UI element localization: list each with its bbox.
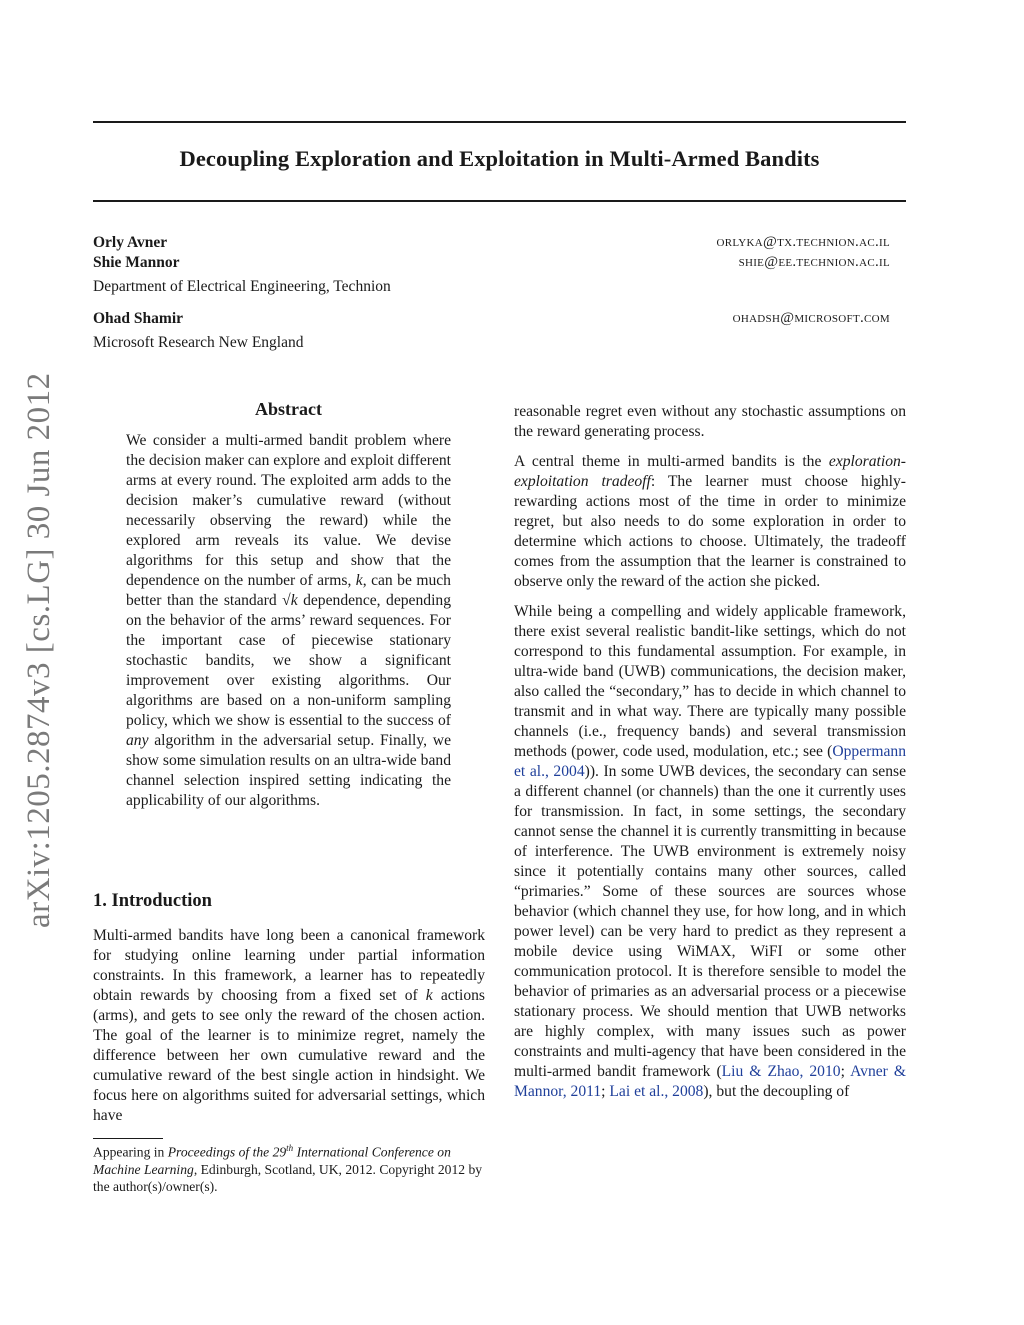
abstract-body: We consider a multi-armed bandit problem where the decision maker can explore and exploit different arms at every round. The exploited arm adds to the decision maker’s cumulative reward (without necessarily observing the reward) while the explored arm reveals its value. We devise algorithms for this setup and show that the dependence on the number of arms, k, can be much better than the standard √k dependence, depending on the behavior of the arms’ reward sequences. For the important case of piecewise stationary stochastic bandits, we show a significant improvement over existing algorithms. Our algorithms are based on a non-uniform sampling policy, which we show is essential to the success of any algorithm in the adversarial setup. Finally, we show some simulation results on an ultra-wide band channel selection inspired setting indicating the applicability of our algorithms. [126,432,452,809]
title-top-rule [93,121,906,123]
citation-link[interactable]: Avner & Mannor, 2011 [514,1063,907,1100]
author-row [93,310,890,332]
intro-paragraph: Multi-armed bandits have long been a canonical framework for studying online learning under partial information constraints. In this framework, a learner has to repeatedly obtain rewards by choosing from a fixed set of k actions (arms), and gets to see only the reward of the chosen action. The goal of the learner is to minimize regret, namely the difference between her own cumulative reward and the cumulative reward of the best single action in hindsight. We focus here on algorithms suited for adversarial settings, which have [93,927,485,1124]
paragraph: reasonable regret even without any stochastic assumptions on the reward generating process. [514,403,906,440]
author-name: Shie Mannor [93,254,180,271]
abstract-heading: Abstract [255,399,322,419]
author-email[interactable]: shie@ee.technion.ac.il [738,254,890,270]
citation-link[interactable]: Liu & Zhao, 2010 [721,1063,841,1080]
author-row [93,234,890,256]
footnote: Appearing in Proceedings of the 29th International Conference on Machine Learning, Edinburgh, Scotland, UK, 2012. Copyright 2012 by the author(s)/owner(s). [93,1143,483,1194]
author-email[interactable]: orlyka@tx.technion.ac.il [716,234,890,250]
author-email[interactable]: ohadsh@microsoft.com [732,310,890,326]
right-column [514,402,906,1102]
arxiv-stamp: arXiv:1205.2874v3 [cs.LG] 30 Jun 2012 [21,372,57,928]
title-bottom-rule [93,200,906,202]
paragraph: A central theme in multi-armed bandits is the exploration-exploitation tradeoff: The learner must choose highly-rewarding actions most of the time in order to minimize regret, but also needs to do some exploration in order to determine which actions to choose. Ultimately, the tradeoff comes from the assumption that the learner is constrained to observe only the reward of the action she picked. [514,453,907,590]
paper-title: Decoupling Exploration and Exploitation in Multi-Armed Bandits [179,146,820,171]
paragraph: While being a compelling and widely applicable framework, there exist several realistic bandit-like settings, which do not correspond to this fundamental assumption. For example, in ultra-wide band (UWB) communications, the decision maker, also called the “secondary,” has to decide in which channel to transmit and in what way. There are typically many possible channels (i.e., frequency bands) and several transmission methods (power, code used, modulation, etc.; see (Oppermann et al., 2004)). In some UWB devices, the secondary can sense a different channel (or channels) than the one it currently uses for transmission. In fact, in some settings, the secondary cannot sense the channel it is currently transmitting in because of interference. The UWB environment is extremely noisy since it potentially contains many other sources, called “primaries.” Some of these sources are sources whose behavior (which channel they use, for how long, and in which power level) can be very hard to predict as they represent a mobile device using WiMAX, WiFI or some other communication protocol. It is therefore sensible to model the behavior of primaries as an adversarial process or a piecewise stationary process. We should mention that UWB networks are highly complex, with many issues such as power constraints and multi-agency that have been considered in the multi-armed bandit framework (Liu & Zhao, 2010; Avner & Mannor, 2011; Lai et al., 2008), but the decoupling of [514,603,907,1100]
affiliation: Microsoft Research New England [93,334,304,351]
author-name: Orly Avner [93,234,168,251]
footnote-rule [93,1138,163,1139]
affiliation: Department of Electrical Engineering, Technion [93,278,391,295]
citation-link[interactable]: Lai et al., 2008 [609,1083,704,1100]
author-row [93,254,890,276]
section-heading: 1. Introduction [93,891,212,911]
author-name: Ohad Shamir [93,310,184,327]
citation-link[interactable]: Oppermann et al., 2004 [514,743,906,780]
